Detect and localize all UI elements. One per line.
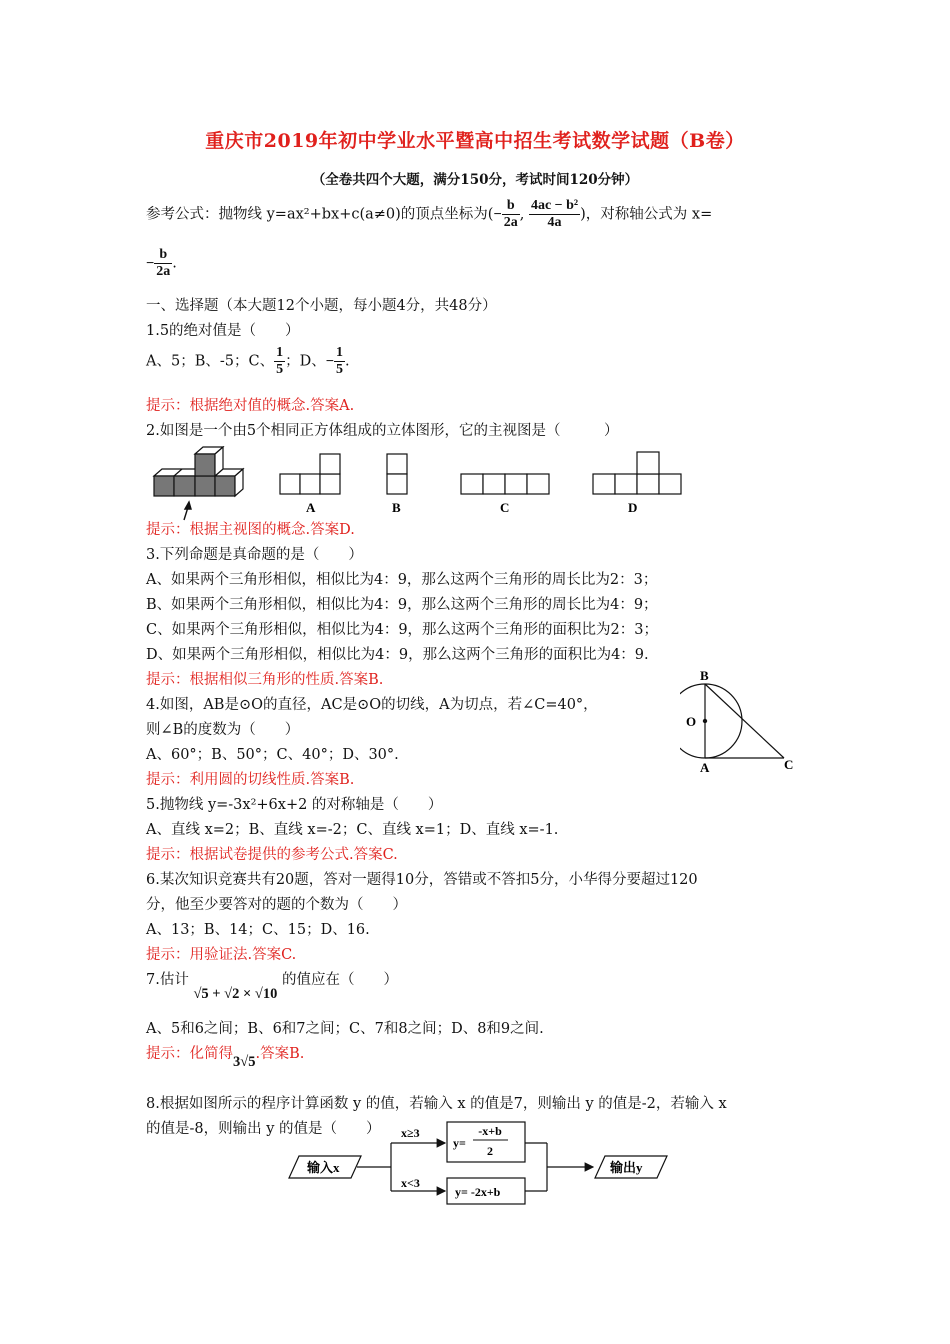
- paper-subtitle: （全卷共四个大题，满分150分，考试时间120分钟）: [311, 172, 639, 188]
- option-c-view: [461, 474, 549, 494]
- q6-hint: 提示：用验证法.答案C.: [146, 947, 297, 963]
- label-a: A: [306, 500, 316, 515]
- segment-bc: [705, 684, 784, 758]
- svg-text:y= -2x+b: y= -2x+b: [455, 1185, 501, 1199]
- q1-stem: 1.5的绝对值是（ ）: [146, 323, 300, 339]
- q1-hint: 提示：根据绝对值的概念.答案A.: [146, 398, 355, 414]
- q7-hint: 提示：化简得3√5.答案B.: [146, 1046, 305, 1070]
- point-a-label: A: [700, 760, 710, 775]
- q7-stem: 7.估计 √5 + √2 × √10 的值应在（ ）: [146, 972, 398, 1002]
- q3-stem: 3.下列命题是真命题的是（ ）: [146, 547, 363, 563]
- q3-option-c: C、如果两个三角形相似，相似比为4：9，那么这两个三角形的面积比为2：3；: [146, 622, 658, 638]
- q7-options: A、5和6之间；B、6和7之间；C、7和8之间；D、8和9之间.: [146, 1021, 544, 1037]
- q4-stem-2: 则∠B的度数为（ ）: [146, 722, 300, 738]
- option-d-view: [593, 452, 681, 494]
- q5-options: A、直线 x=2；B、直线 x=-2；C、直线 x=1；D、直线 x=-1.: [146, 822, 559, 838]
- q5-hint: 提示：根据试卷提供的参考公式.答案C.: [146, 847, 398, 863]
- q3-option-b: B、如果两个三角形相似，相似比为4：9，那么这两个三角形的周长比为4：9；: [146, 597, 658, 613]
- q6-stem-2: 分，他至少要答对的题的个数为（ ）: [146, 897, 407, 913]
- formula-text: 参考公式：抛物线 y=ax²+bx+c(a≠0)的顶点坐标为(: [146, 206, 494, 223]
- svg-text:2: 2: [487, 1144, 493, 1158]
- q4-hint: 提示：利用圆的切线性质.答案B.: [146, 772, 355, 788]
- label-d: D: [628, 500, 638, 515]
- reference-formula: 参考公式：抛物线 y=ax²+bx+c(a≠0)的顶点坐标为(− $\frac{b}{2a}$ , $\frac{\text{4ac − b²}}{4a}$ )，对称轴公式为 x=: [146, 198, 713, 231]
- paper-title: 重庆市2019年初中学业水平暨高中招生考试数学试题（B卷）: [205, 130, 745, 152]
- q2-stem: 2.如图是一个由5个相同正方体组成的立体图形，它的主视图是（ ）: [146, 423, 619, 439]
- q3-hint: 提示：根据相似三角形的性质.答案B.: [146, 672, 384, 688]
- label-c: C: [500, 500, 510, 515]
- axis-formula: − $\frac{b}{2a}$ .: [146, 247, 177, 280]
- q6-options: A、13；B、14；C、15；D、16.: [146, 922, 370, 938]
- center-dot: [703, 719, 707, 723]
- vertex-y-fraction: $\frac{\text{4ac − b²}}{4a}$: [530, 198, 579, 231]
- q4-stem-1: 4.如图，AB是⊙O的直径，AC是⊙O的切线，A为切点，若∠C=40°，: [146, 697, 598, 713]
- q4-options: A、60°；B、50°；C、40°；D、30°.: [146, 747, 399, 763]
- formula-text-2: )，对称轴公式为 x=: [580, 206, 713, 223]
- point-c-label: C: [784, 757, 794, 772]
- cond-top: x≥3: [401, 1126, 420, 1140]
- point-b-label: B: [700, 668, 709, 683]
- q6-stem-1: 6.某次知识竞赛共有20题，答对一题得10分，答错或不答扣5分，小华得分要超过120: [146, 872, 698, 888]
- svg-text:-x+b: -x+b: [478, 1124, 502, 1138]
- q3-option-a: A、如果两个三角形相似，相似比为4：9，那么这两个三角形的周长比为2：3；: [146, 572, 658, 588]
- q8-stem-1: 8.根据如图所示的程序计算函数 y 的值，若输入 x 的值是7，则输出 y 的值是-2，若输入 x: [146, 1096, 727, 1112]
- axis-fraction: $\frac{b}{2a}$: [156, 247, 171, 280]
- formula-sign: −: [493, 206, 502, 223]
- q3-option-d: D、如果两个三角形相似，相似比为4：9，那么这两个三角形的面积比为4：9.: [146, 647, 649, 663]
- input-label: 输入x: [307, 1160, 340, 1175]
- q5-stem: 5.抛物线 y=-3x²+6x+2 的对称轴是（ ）: [146, 797, 443, 813]
- q1-options: A、5；B、-5；C、 $\frac{1}{5}$ ；D、− $\frac{1}{5}$ .: [146, 345, 350, 378]
- q8-stem-2: 的值是-8，则输出 y 的值是（ ）: [146, 1121, 381, 1137]
- section-heading: 一、选择题（本大题12个小题，每小题4分，共48分）: [146, 298, 497, 314]
- q8-flowchart: [285, 1118, 685, 1214]
- svg-text:y=: y=: [453, 1136, 466, 1150]
- q2-figure: [146, 446, 706, 524]
- point-o-label: O: [686, 714, 697, 729]
- cond-bottom: x<3: [401, 1176, 420, 1190]
- q7-expression: √5 + √2 × √10: [193, 986, 278, 1002]
- option-b-view: [387, 454, 407, 494]
- label-b: B: [392, 500, 401, 515]
- q2-hint: 提示：根据主视图的概念.答案D.: [146, 522, 355, 538]
- option-a-view: [280, 454, 340, 494]
- cube-solid: [154, 447, 243, 496]
- vertex-x-fraction: $\frac{b}{2a}$: [503, 198, 518, 231]
- q4-circle-figure: [680, 668, 800, 780]
- output-label: 输出y: [610, 1160, 643, 1175]
